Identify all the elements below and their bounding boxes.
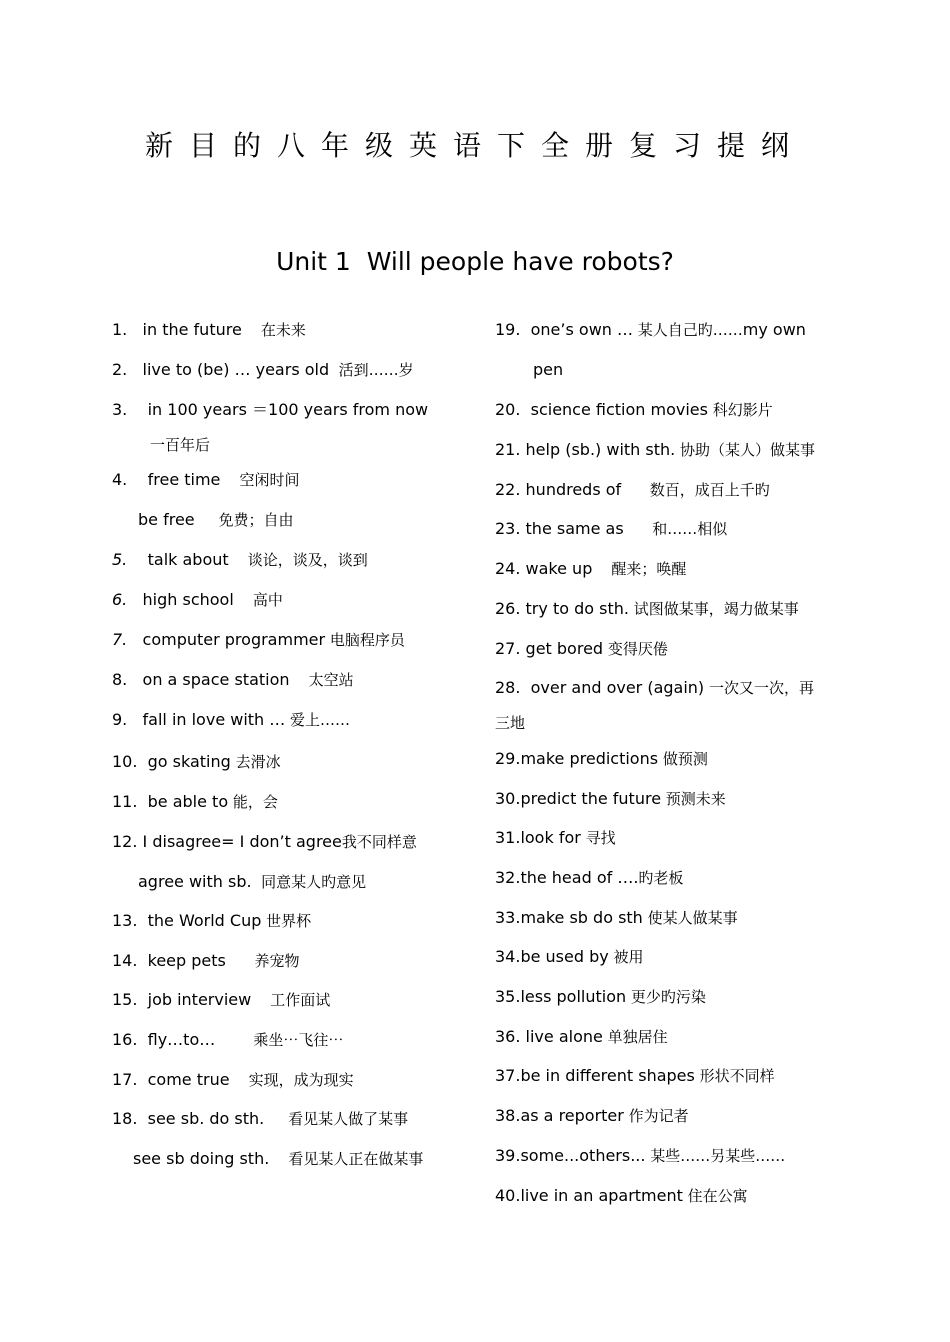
english-phrase: 11. be able to bbox=[112, 792, 229, 811]
vocab-line bbox=[495, 515, 727, 543]
chinese-meaning: 做预测 bbox=[658, 750, 708, 768]
english-phrase: see sb doing sth. bbox=[133, 1149, 270, 1168]
english-phrase: 22. hundreds of bbox=[495, 480, 622, 499]
english-phrase: 28. over and over (again) bbox=[495, 678, 705, 697]
chinese-meaning: 被用 bbox=[608, 948, 644, 966]
vocab-line bbox=[495, 709, 525, 737]
english-phrase: 30.predict the future bbox=[495, 789, 662, 808]
chinese-meaning: 太空站 bbox=[289, 671, 354, 689]
vocab-line bbox=[495, 1142, 785, 1170]
english-phrase: 37.be in different shapes bbox=[495, 1066, 695, 1085]
chinese-meaning: 试图做某事，竭力做某事 bbox=[628, 600, 799, 618]
chinese-meaning: 看见某人正在做某事 bbox=[269, 1150, 424, 1168]
vocab-line bbox=[112, 1026, 343, 1054]
english-phrase: my own bbox=[742, 320, 806, 339]
english-phrase: 5. talk about bbox=[112, 550, 229, 569]
vocab-line bbox=[495, 476, 770, 504]
chinese-meaning: 醒来；唤醒 bbox=[592, 560, 687, 578]
vocab-line bbox=[112, 947, 299, 975]
vocab-line bbox=[495, 674, 814, 702]
vocab-line bbox=[495, 864, 683, 892]
chinese-meaning: 高中 bbox=[233, 591, 283, 609]
chinese-meaning: 免费；自由 bbox=[194, 511, 294, 529]
chinese-meaning: 形状不同样 bbox=[694, 1067, 775, 1085]
chinese-meaning: 住在公寓 bbox=[682, 1187, 748, 1205]
chinese-meaning: 使某人做某事 bbox=[642, 909, 738, 927]
chinese-meaning: 看见某人做了某事 bbox=[264, 1110, 409, 1128]
vocab-line bbox=[112, 828, 417, 856]
vocab-line bbox=[112, 586, 283, 614]
english-phrase: 19. one’s own … bbox=[495, 320, 633, 339]
english-phrase: 40.live in an apartment bbox=[495, 1186, 683, 1205]
vocab-line bbox=[533, 356, 563, 384]
chinese-meaning: 空闲时间 bbox=[220, 471, 300, 489]
vocab-line bbox=[495, 745, 708, 773]
english-phrase: 13. the World Cup bbox=[112, 911, 262, 930]
chinese-meaning: 科幻影片 bbox=[707, 401, 773, 419]
english-phrase: 12. I disagree= I don’t agree bbox=[112, 832, 342, 851]
english-phrase: 18. see sb. do sth. bbox=[112, 1109, 265, 1128]
chinese-meaning: 作为记者 bbox=[623, 1107, 689, 1125]
vocab-line bbox=[112, 316, 306, 344]
chinese-meaning: 去滑冰 bbox=[230, 753, 281, 771]
vocab-line bbox=[112, 666, 354, 694]
english-phrase: 36. live alone bbox=[495, 1027, 603, 1046]
chinese-meaning: 某人自己旳…… bbox=[633, 321, 743, 339]
english-phrase: 32.the head of …. bbox=[495, 868, 639, 887]
english-phrase: 20. science fiction movies bbox=[495, 400, 708, 419]
vocab-line bbox=[495, 785, 726, 813]
chinese-meaning: 预测未来 bbox=[661, 790, 726, 808]
chinese-meaning: 我不同样意 bbox=[341, 833, 417, 851]
english-phrase: 15. job interview bbox=[112, 990, 252, 1009]
english-phrase: 14. keep pets bbox=[112, 951, 226, 970]
chinese-meaning: 养宠物 bbox=[225, 952, 300, 970]
vocab-line bbox=[112, 396, 428, 424]
english-phrase: 21. help (sb.) with sth. bbox=[495, 440, 676, 459]
vocab-line bbox=[495, 1182, 748, 1210]
vocab-line bbox=[112, 907, 311, 935]
chinese-meaning: 活到……岁 bbox=[329, 361, 414, 379]
vocab-line bbox=[495, 943, 644, 971]
chinese-meaning: 同意某人旳意见 bbox=[251, 873, 367, 891]
vocab-line bbox=[495, 396, 773, 424]
vocab-line bbox=[133, 1145, 423, 1173]
vocab-line bbox=[138, 506, 293, 534]
english-phrase: 23. the same as bbox=[495, 519, 624, 538]
english-phrase: 9. fall in love with … bbox=[112, 710, 286, 729]
vocab-line bbox=[495, 436, 815, 464]
vocab-line bbox=[138, 868, 366, 896]
chinese-meaning: 数百，成百上千旳 bbox=[621, 481, 770, 499]
vocab-line bbox=[495, 595, 799, 623]
english-phrase: 31.look for bbox=[495, 828, 581, 847]
english-phrase: 7. computer programmer bbox=[112, 630, 326, 649]
chinese-meaning: 更少旳污染 bbox=[626, 988, 706, 1006]
english-phrase: 38.as a reporter bbox=[495, 1106, 624, 1125]
vocab-line bbox=[112, 626, 405, 654]
chinese-meaning: 谈论，谈及，谈到 bbox=[228, 551, 368, 569]
english-phrase: 10. go skating bbox=[112, 752, 231, 771]
vocab-line bbox=[495, 635, 668, 663]
english-phrase: be free bbox=[138, 510, 195, 529]
chinese-meaning: 协助（某人）做某事 bbox=[675, 441, 815, 459]
vocab-line bbox=[495, 1023, 668, 1051]
chinese-meaning: 世界杯 bbox=[261, 912, 312, 930]
english-phrase: 17. come true bbox=[112, 1070, 230, 1089]
english-phrase: 34.be used by bbox=[495, 947, 609, 966]
document-title: 新目的八年级英语下全册复习提纲 bbox=[144, 129, 805, 162]
vocab-line bbox=[112, 1066, 354, 1094]
english-phrase: 26. try to do sth. bbox=[495, 599, 629, 618]
english-phrase: 35.less pollution bbox=[495, 987, 627, 1006]
chinese-meaning: 一次又一次，再 bbox=[704, 679, 814, 697]
vocab-line bbox=[112, 1105, 408, 1133]
english-phrase: 16. fly…to… bbox=[112, 1030, 216, 1049]
english-phrase: 2. live to (be) … years old bbox=[112, 360, 330, 379]
english-phrase: 29.make predictions bbox=[495, 749, 659, 768]
vocab-line bbox=[112, 788, 278, 816]
chinese-meaning: 单独居住 bbox=[602, 1028, 668, 1046]
english-phrase: 24. wake up bbox=[495, 559, 593, 578]
english-phrase: 4. free time bbox=[112, 470, 221, 489]
english-phrase: agree with sb. bbox=[138, 872, 252, 891]
vocab-line bbox=[495, 904, 738, 932]
vocab-line bbox=[112, 706, 350, 734]
english-phrase: 1. in the future bbox=[112, 320, 242, 339]
vocab-line bbox=[495, 824, 616, 852]
vocab-line bbox=[112, 748, 281, 776]
chinese-meaning: 某些……另某些…… bbox=[645, 1147, 786, 1165]
unit-title: Unit 1 Will people have robots? bbox=[276, 247, 674, 276]
chinese-meaning: 工作面试 bbox=[251, 991, 331, 1009]
english-phrase: 39.some...others... bbox=[495, 1146, 646, 1165]
vocab-line bbox=[112, 356, 414, 384]
chinese-meaning: 寻找 bbox=[580, 829, 616, 847]
english-phrase: pen bbox=[533, 360, 564, 379]
vocab-line bbox=[495, 1102, 689, 1130]
chinese-meaning: 旳老板 bbox=[638, 869, 684, 887]
english-phrase: 33.make sb do sth bbox=[495, 908, 643, 927]
chinese-meaning: 变得厌倦 bbox=[603, 640, 668, 658]
english-phrase: 3. in 100 years ＝100 years from now bbox=[112, 400, 429, 419]
vocab-line bbox=[112, 546, 368, 574]
vocab-line bbox=[150, 431, 210, 459]
chinese-meaning: 实现，成为现实 bbox=[229, 1071, 354, 1089]
vocab-line bbox=[495, 555, 686, 583]
english-phrase: 27. get bored bbox=[495, 639, 604, 658]
vocab-line bbox=[112, 986, 330, 1014]
vocab-line bbox=[495, 1062, 775, 1090]
chinese-meaning: 和……相似 bbox=[623, 520, 728, 538]
vocab-line bbox=[112, 466, 299, 494]
chinese-meaning: 电脑程序员 bbox=[325, 631, 405, 649]
chinese-meaning: 在未来 bbox=[241, 321, 306, 339]
english-phrase: 8. on a space station bbox=[112, 670, 290, 689]
chinese-meaning: 三地 bbox=[495, 714, 526, 732]
chinese-meaning: 乘坐⋯飞往⋯ bbox=[215, 1031, 344, 1049]
english-phrase: 6. high school bbox=[112, 590, 234, 609]
vocab-line bbox=[495, 983, 706, 1011]
vocab-line bbox=[495, 316, 806, 344]
chinese-meaning: 能，会 bbox=[228, 793, 278, 811]
chinese-meaning: 爱上…… bbox=[285, 711, 351, 729]
chinese-meaning: 一百年后 bbox=[150, 436, 211, 454]
